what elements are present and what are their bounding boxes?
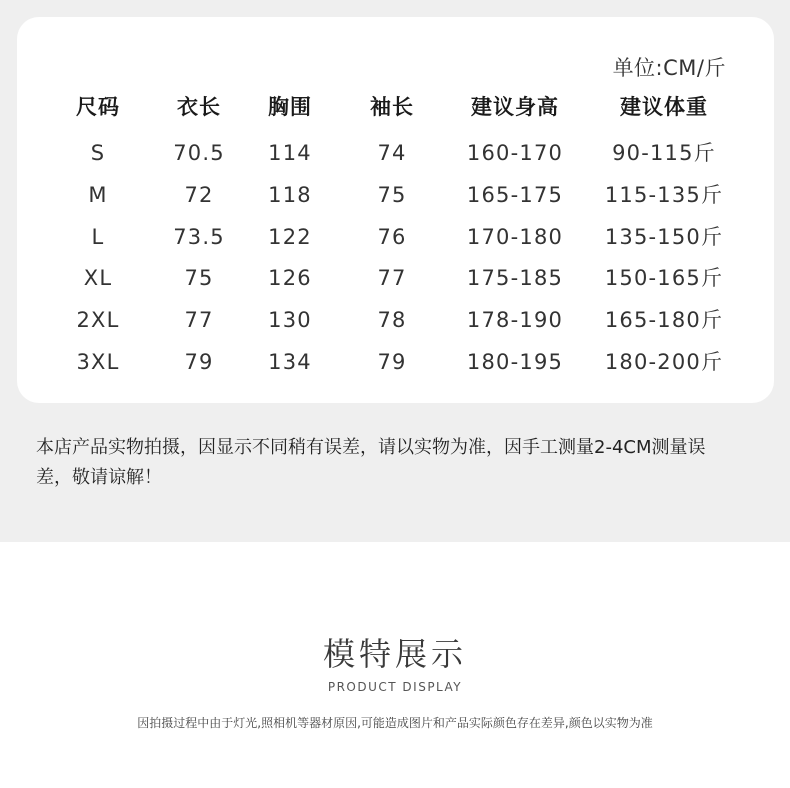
cell-height: 160-170 [466,141,564,165]
cell-height: 180-195 [466,350,564,374]
header-sleeve: 袖长 [370,95,414,119]
cell-height: 178-190 [466,308,564,332]
cell-chest: 122 [268,225,312,249]
header-size: 尺码 [76,95,120,119]
size-chart-card [17,17,774,403]
section-title: 模特展示 [322,635,467,673]
cell-height: 170-180 [466,225,564,249]
cell-height: 175-185 [466,266,564,290]
cell-chest: 134 [268,350,312,374]
header-height: 建议身高 [471,95,559,119]
cell-sleeve: 74 [377,141,407,165]
cell-size: XL [83,266,113,290]
cell-size: S [90,141,106,165]
cell-length: 75 [184,266,214,290]
cell-size: 2XL [76,308,120,332]
cell-weight: 150-165斤 [604,266,724,290]
color-difference-note: 因拍摄过程中由于灯光,照相机等器材原因,可能造成图片和产品实际颜色存在差异,颜色以实物为准 [137,716,653,730]
unit-label: 单位:CM/斤 [612,56,726,80]
measurement-disclaimer: 本店产品实物拍摄，因显示不同稍有误差，请以实物为准，因手工测量2-4CM测量误差，敬请谅解！ [36,437,706,488]
cell-height: 165-175 [466,183,564,207]
cell-chest: 114 [268,141,312,165]
cell-size: L [91,225,105,249]
cell-weight: 135-150斤 [604,225,724,249]
cell-sleeve: 79 [377,350,407,374]
cell-sleeve: 77 [377,266,407,290]
cell-chest: 126 [268,266,312,290]
header-weight: 建议体重 [620,95,708,119]
cell-chest: 118 [268,183,312,207]
cell-size: M [88,183,108,207]
section-subtitle: PRODUCT DISPLAY [327,680,463,694]
cell-weight: 165-180斤 [604,308,724,332]
cell-sleeve: 78 [377,308,407,332]
cell-length: 70.5 [173,141,225,165]
cell-size: 3XL [76,350,120,374]
cell-length: 77 [184,308,214,332]
header-length: 衣长 [177,95,221,119]
cell-length: 72 [184,183,214,207]
cell-weight: 90-115斤 [612,141,716,165]
header-chest: 胸围 [268,95,312,119]
cell-weight: 180-200斤 [604,350,724,374]
cell-length: 79 [184,350,214,374]
cell-sleeve: 76 [377,225,407,249]
cell-weight: 115-135斤 [604,183,724,207]
cell-length: 73.5 [173,225,225,249]
cell-sleeve: 75 [377,183,407,207]
cell-chest: 130 [268,308,312,332]
model-display-section [0,542,790,788]
